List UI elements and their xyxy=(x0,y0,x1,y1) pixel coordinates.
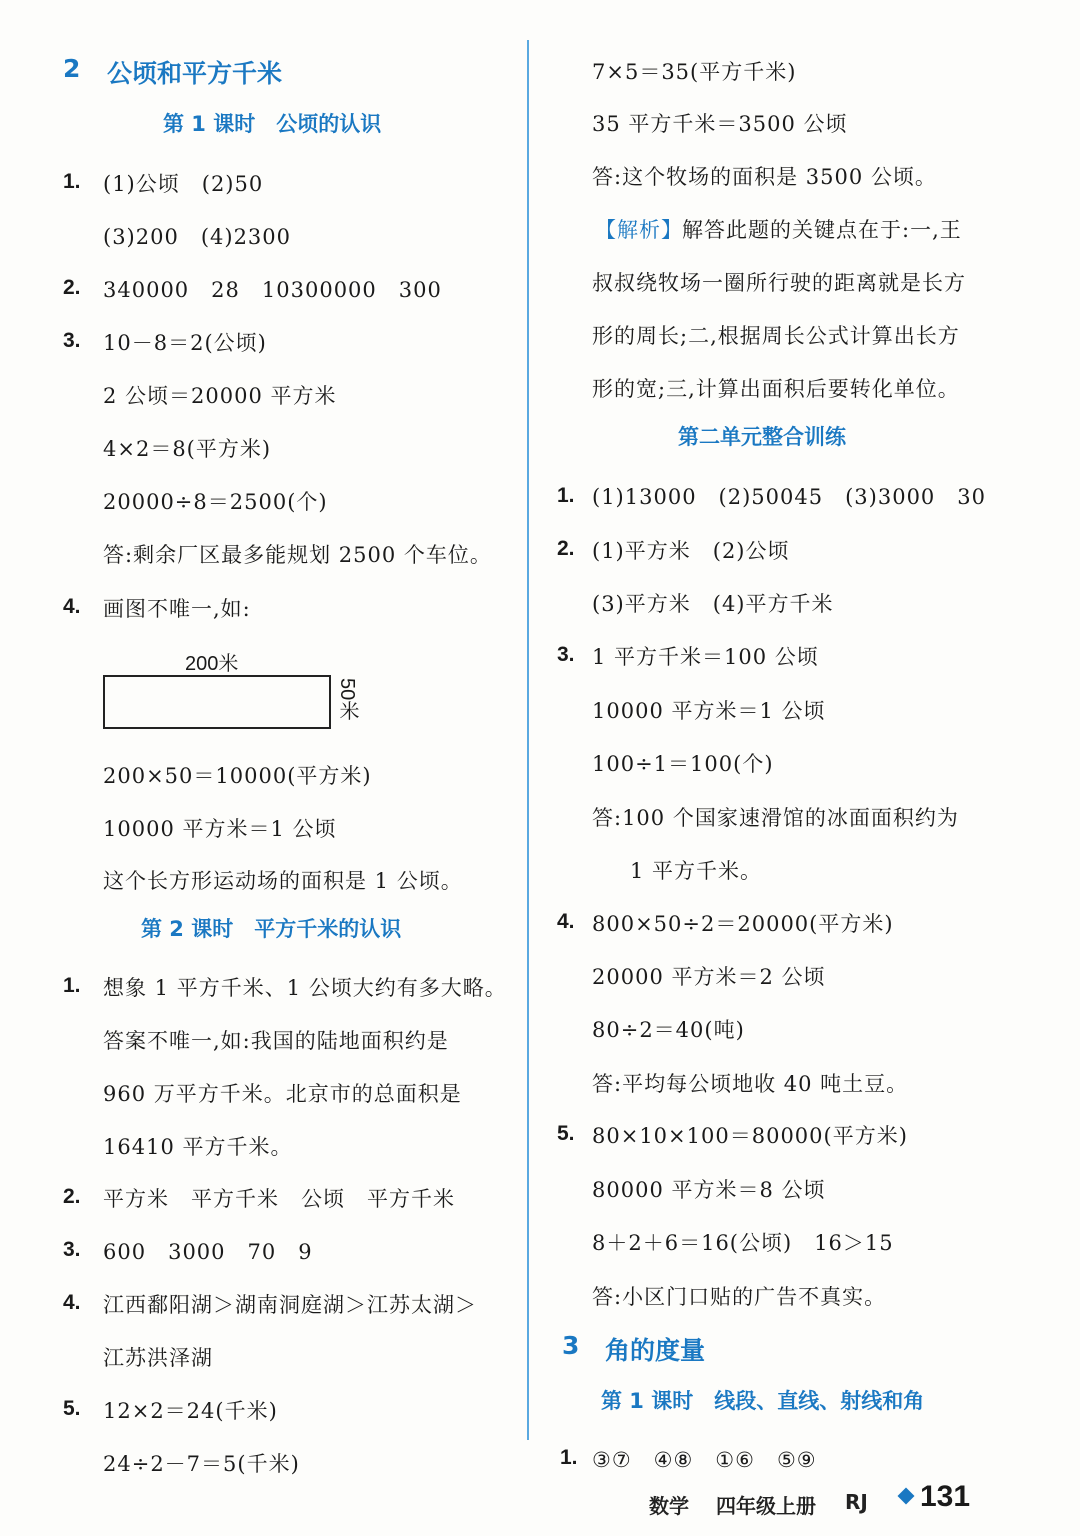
answer-line: 答:平均每公顷地收 40 吨土豆。 xyxy=(592,1072,909,1096)
answer-line: 200×50＝10000(平方米) xyxy=(103,764,372,788)
answer-line: 340000 28 10300000 300 xyxy=(103,278,442,302)
section-number: 2 xyxy=(63,54,81,83)
answer-line: 600 3000 70 9 xyxy=(103,1240,313,1264)
answer-line: 80×10×100＝80000(平方米) xyxy=(592,1124,908,1148)
answer-line: 35 平方千米＝3500 公顷 xyxy=(592,112,848,136)
analysis-line: 叔叔绕牧场一圈所行驶的距离就是长方 xyxy=(592,271,966,295)
answer-line: 10000 平方米＝1 公顷 xyxy=(103,817,337,841)
lesson-title-1: 第 1 课时 公顷的认识 xyxy=(163,112,382,136)
answer-line: 画图不唯一,如: xyxy=(103,597,251,621)
question-number: 1. xyxy=(63,974,81,997)
lesson-title-2: 第 2 课时 平方千米的认识 xyxy=(141,917,402,941)
rectangle-width-label: 200米 xyxy=(185,653,239,675)
answer-line: 8＋2＋6＝16(公顷) 16＞15 xyxy=(592,1231,894,1255)
analysis-line: 形的周长;二,根据周长公式计算出长方 xyxy=(592,324,960,348)
answer-line: 10000 平方米＝1 公顷 xyxy=(592,699,826,723)
question-number: 2. xyxy=(557,537,575,560)
question-number: 4. xyxy=(63,595,81,618)
answer-line: 20000÷8＝2500(个) xyxy=(103,490,328,514)
section-number: 3 xyxy=(562,1331,580,1360)
answer-line: 80÷2＝40(吨) xyxy=(592,1018,745,1042)
analysis-line: 解答此题的关键点在于:一,王 xyxy=(682,218,962,242)
question-number: 4. xyxy=(63,1291,81,1314)
answer-line: 20000 平方米＝2 公顷 xyxy=(592,965,826,989)
question-number: 5. xyxy=(557,1122,575,1145)
answer-line: 4×2＝8(平方米) xyxy=(103,437,272,461)
answer-line: 想象 1 平方千米、1 公顷大约有多大略。 xyxy=(103,976,507,1000)
answer-line: 800×50÷2＝20000(平方米) xyxy=(592,912,894,936)
footer-edition: RJ xyxy=(845,1490,868,1514)
answer-line: 江西鄱阳湖＞湖南洞庭湖＞江苏太湖＞ xyxy=(103,1293,477,1317)
answer-line: 80000 平方米＝8 公顷 xyxy=(592,1178,826,1202)
answer-line: 960 万平方千米。北京市的总面积是 xyxy=(103,1082,462,1106)
question-number: 4. xyxy=(557,910,575,933)
rectangle-height-label: 50米 xyxy=(336,678,358,721)
answer-line: 答案不唯一,如:我国的陆地面积约是 xyxy=(103,1029,449,1053)
question-number: 3. xyxy=(63,1238,81,1261)
answer-line: 2 公顷＝20000 平方米 xyxy=(103,384,337,408)
answer-line: (1)平方米 (2)公顷 xyxy=(592,539,790,563)
diamond-icon xyxy=(898,1488,915,1505)
answer-line: (3)200 (4)2300 xyxy=(103,225,292,249)
answer-line: 12×2＝24(千米) xyxy=(103,1399,278,1423)
question-number: 3. xyxy=(557,643,575,666)
answer-line: 答:这个牧场的面积是 3500 公顷。 xyxy=(592,165,937,189)
question-number: 5. xyxy=(63,1397,81,1420)
question-number: 1. xyxy=(63,170,81,193)
unit-review-title: 第二单元整合训练 xyxy=(678,425,846,449)
column-divider xyxy=(527,40,529,1440)
answer-line: 江苏洪泽湖 xyxy=(103,1346,213,1370)
question-number: 3. xyxy=(63,329,81,352)
answer-line: (1)13000 (2)50045 (3)3000 30 xyxy=(592,485,987,509)
question-number: 2. xyxy=(63,276,81,299)
answer-line: 100÷1＝100(个) xyxy=(592,752,774,776)
question-number: 1. xyxy=(560,1446,578,1469)
answer-line: 24÷2－7＝5(千米) xyxy=(103,1452,300,1476)
lesson-title-3: 第 1 课时 线段、直线、射线和角 xyxy=(601,1389,925,1413)
answer-line: 10－8＝2(公顷) xyxy=(103,331,267,355)
answer-line: 16410 平方千米。 xyxy=(103,1135,293,1159)
answer-line: 1 平方千米。 xyxy=(630,859,763,883)
answer-line: 答:小区门口贴的广告不真实。 xyxy=(592,1285,887,1309)
rectangle-diagram xyxy=(103,675,331,729)
question-number: 1. xyxy=(557,484,575,507)
section-title: 角的度量 xyxy=(605,1336,706,1365)
answer-line: 这个长方形运动场的面积是 1 公顷。 xyxy=(103,869,463,893)
footer-subject: 数学 xyxy=(649,1494,689,1518)
answer-line: 答:剩余厂区最多能规划 2500 个车位。 xyxy=(103,543,492,567)
answer-line: ③⑦ ④⑧ ①⑥ ⑤⑨ xyxy=(592,1448,817,1472)
answer-line: 1 平方千米＝100 公顷 xyxy=(592,645,819,669)
answer-line: (1)公顷 (2)50 xyxy=(103,172,264,196)
analysis-line: 形的宽;三,计算出面积后要转化单位。 xyxy=(592,377,960,401)
section-title: 公顷和平方千米 xyxy=(107,59,283,88)
answer-line: (3)平方米 (4)平方千米 xyxy=(592,592,834,616)
page-number: 131 xyxy=(920,1480,971,1513)
answer-line: 7×5＝35(平方千米) xyxy=(592,60,797,84)
question-number: 2. xyxy=(63,1185,81,1208)
footer-grade: 四年级上册 xyxy=(716,1494,816,1518)
analysis-label: 【解析】 xyxy=(595,218,683,242)
answer-line: 答:100 个国家速滑馆的冰面面积约为 xyxy=(592,806,959,830)
answer-line: 平方米 平方千米 公顷 平方千米 xyxy=(103,1187,455,1211)
